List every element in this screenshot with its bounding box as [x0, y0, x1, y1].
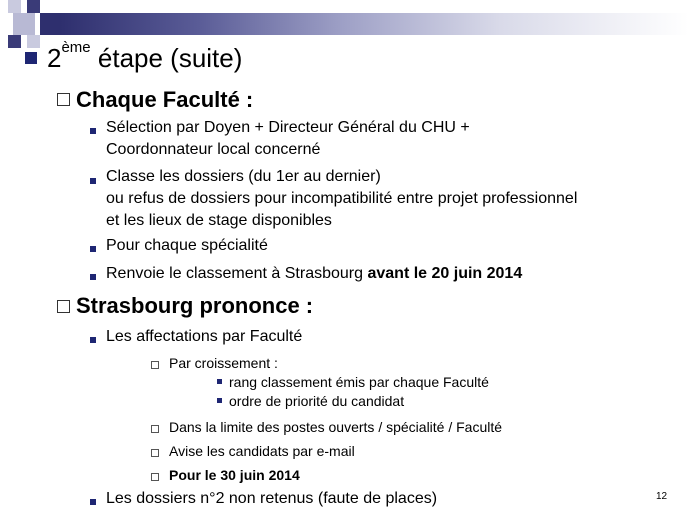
section1-item2-line2: ou refus de dossiers pour incompatibilité entre projet professionnel	[106, 190, 578, 207]
section2-heading: Strasbourg prononce :	[76, 293, 314, 318]
section2-sub2: Dans la limite des postes ouverts / spécialité / Faculté	[169, 419, 503, 435]
page-number: 12	[656, 491, 668, 502]
header-gradient-band	[60, 13, 689, 35]
square-bullet-icon	[90, 274, 96, 280]
title-number: 2	[47, 43, 62, 73]
open-square-bullet-icon	[151, 361, 159, 369]
decor-square	[13, 13, 35, 35]
slide-title	[47, 39, 243, 74]
section2-sub3: Avise les candidats par e-mail	[169, 443, 355, 459]
decor-square	[8, 0, 21, 13]
square-bullet-icon	[90, 246, 96, 252]
decor-square	[27, 35, 40, 48]
square-bullet-icon	[90, 178, 96, 184]
decor-square	[40, 13, 60, 35]
title-superscript: ème	[61, 39, 91, 56]
title-bullet-icon	[25, 52, 37, 64]
section1-item1-line2: Coordonnateur local concerné	[106, 141, 321, 158]
section2-subsub1: rang classement émis par chaque Faculté	[229, 374, 489, 390]
section1-item3: Pour chaque spécialité	[106, 237, 268, 254]
square-bullet-icon	[90, 128, 96, 134]
section1-item4-deadline: avant le 20 juin 2014	[367, 265, 523, 282]
square-bullet-icon	[90, 499, 96, 505]
decor-square	[27, 0, 40, 13]
open-square-bullet-icon	[57, 93, 70, 106]
open-square-bullet-icon	[151, 449, 159, 457]
section2-item1: Les affectations par Faculté	[106, 328, 303, 345]
section1-item2-line3: et les lieux de stage disponibles	[106, 212, 332, 229]
open-square-bullet-icon	[57, 300, 70, 313]
square-bullet-icon	[217, 379, 222, 384]
section2-sub4: Pour le 30 juin 2014	[169, 467, 300, 483]
square-bullet-icon	[90, 337, 96, 343]
title-rest: étape (suite)	[90, 43, 243, 73]
section2-sub1: Par croissement :	[169, 355, 278, 371]
decor-square	[8, 35, 21, 48]
section1-item4-text: Renvoie le classement à Strasbourg	[106, 265, 368, 282]
section1-item4	[106, 265, 522, 283]
open-square-bullet-icon	[151, 473, 159, 481]
section2-item2: Les dossiers n°2 non retenus (faute de places)	[106, 490, 438, 507]
section2-subsub2: ordre de priorité du candidat	[229, 393, 405, 409]
section1-item1-line1: Sélection par Doyen + Directeur Général du CHU +	[106, 119, 470, 136]
section1-heading: Chaque Faculté :	[76, 87, 254, 112]
square-bullet-icon	[217, 398, 222, 403]
open-square-bullet-icon	[151, 425, 159, 433]
section1-item2-line1: Classe les dossiers (du 1er au dernier)	[106, 168, 381, 185]
